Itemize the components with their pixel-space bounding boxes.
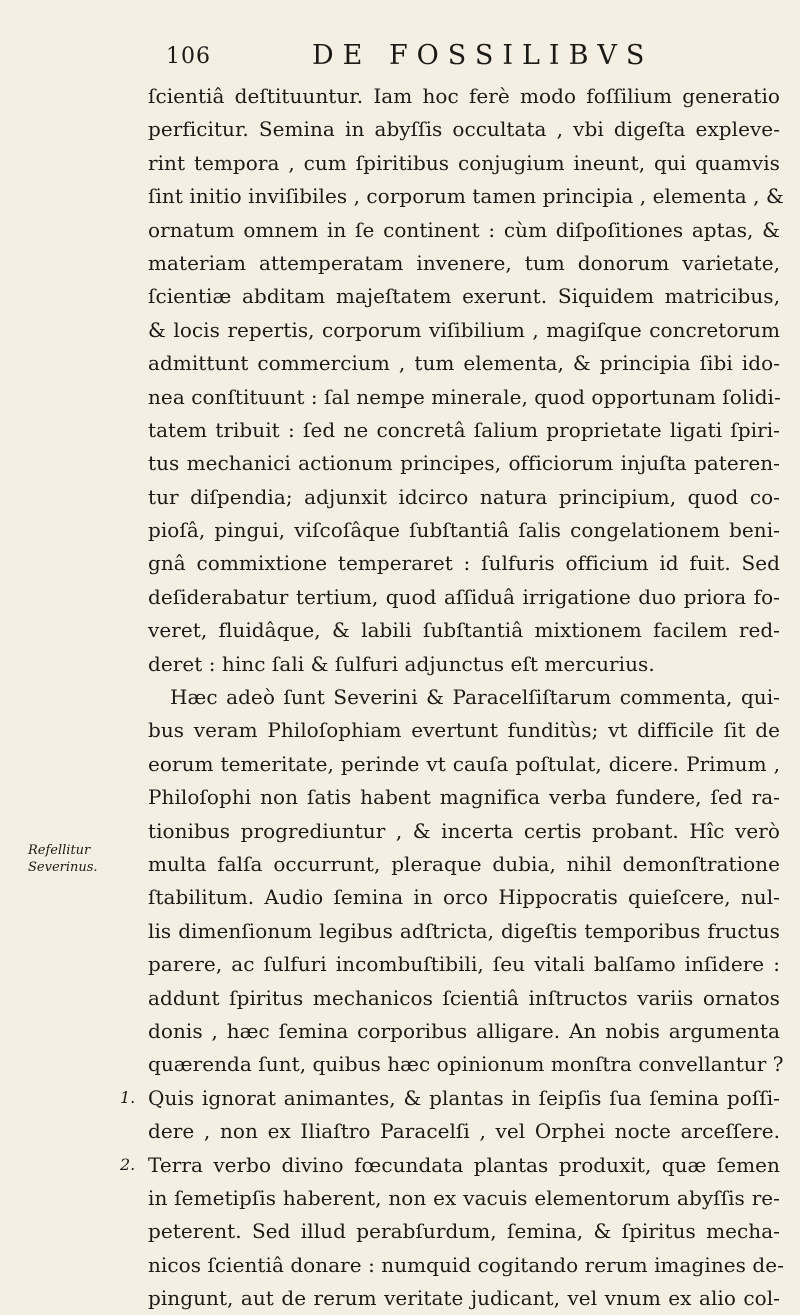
text-line: tatem tribuit : ſed ne concretâ ſalium proprietate ligati ſpiri- [148, 417, 780, 442]
body-text [148, 80, 784, 1315]
text-line: rint tempora , cum ſpiritibus conjugium ineunt, qui quamvis [148, 150, 780, 175]
text-line: multa falſa occurrunt, pleraque dubia, nihil demonſtratione [148, 851, 780, 876]
text-line: Hæc adeò ſunt Severini & Paracelſiſtarum commenta, qui- [170, 685, 780, 710]
page-number: 106 [166, 44, 211, 69]
running-head: DE FOSSILIBVS [312, 40, 654, 71]
text-line: deſiderabatur tertium, quod aſſiduâ irrigatione duo priora fo- [148, 584, 780, 609]
text-line: ornatum omnem in ſe continent : cùm diſpoſitiones aptas, & [148, 217, 780, 242]
text-line: parere, ac ſulfuri incombuſtibili, ſeu vitali balſamo inſidere : [148, 952, 780, 977]
text-line: ſcientiâ deſtituuntur. Iam hoc ferè modo foſſilium generatio [148, 84, 780, 108]
text-line: veret, fluidâque, & labili ſubſtantiâ mixtionem facilem red- [148, 618, 780, 643]
margin-number: 1. [120, 1088, 136, 1107]
text-line: pioſâ, pingui, viſcoſâque ſubſtantiâ ſalis congelationem beni- [148, 518, 780, 543]
text-line: in ſemetipſis haberent, non ex vacuis elementorum abyſſis re- [148, 1185, 780, 1210]
text-line: Philoſophi non ſatis habent magnifica verba fundere, ſed ra- [148, 785, 780, 810]
text-line: pingunt, aut de rerum veritate judicant, vel vnum ex alio col- [148, 1286, 780, 1311]
margin-note-line: Severinus. [28, 860, 98, 876]
text-line: addunt ſpiritus mechanicos ſcientiâ inſtructos variis ornatos [148, 985, 780, 1010]
text-line: tur diſpendia; adjunxit idcirco natura principium, quod co- [148, 484, 780, 509]
margin-note-line: Refellitur [28, 843, 91, 859]
text-line: peterent. Sed illud perabſurdum, ſemina, & ſpiritus mecha- [148, 1219, 780, 1244]
text-line: donis , hæc ſemina corporibus alligare. An nobis argumenta [148, 1018, 780, 1043]
text-line: tus mechanici actionum principes, officiorum injuſta pateren- [148, 451, 780, 476]
text-line: gnâ commixtione temperaret : ſulfuris officium id fuit. Sed [148, 551, 780, 576]
text-line: ſcientiæ abditam majeſtatem exerunt. Siquidem matricibus, [148, 284, 780, 309]
margin-number: 2. [120, 1154, 136, 1174]
text-line: dere , non ex Iliaſtro Paracelſi , vel Orphei nocte arceſſere. [148, 1119, 780, 1144]
text-line: quærenda ſunt, quibus hæc opinionum monſtra convellantur ? [148, 1052, 784, 1077]
text-line: tionibus progrediuntur , & incerta certis probant. Hîc verò [148, 818, 780, 843]
text-line: nicos ſcientiâ donare : numquid cogitando rerum imagines de- [148, 1252, 784, 1277]
text-line: ſtabilitum. Audio ſemina in orco Hippocratis quieſcere, nul- [148, 885, 780, 910]
margin-note [28, 842, 140, 876]
text-line: deret : hinc ſali & ſulfuri adjunctus eſt mercurius. [148, 651, 655, 676]
text-line: & locis repertis, corporum viſibilium , magiſque concretorum [148, 317, 780, 342]
text-line: Terra verbo divino fœcundata plantas produxit, quæ ſemen [148, 1152, 780, 1177]
text-line: ſint initio inviſibiles , corporum tamen principia , elementa , & [148, 184, 784, 209]
text-line: bus veram Philoſophiam evertunt funditùs; vt difficile ſit de [148, 718, 780, 743]
text-line: admittunt commercium , tum elementa, & principia ſibi ido- [148, 351, 780, 376]
text-line: lis dimenſionum legibus adſtricta, digeſtis temporibus fructus [148, 918, 780, 943]
text-line: perficitur. Semina in abyſſis occultata , vbi digeſta expleve- [148, 117, 780, 142]
text-line: Quis ignorat animantes, & plantas in ſeipſis ſua ſemina poſſi- [148, 1085, 780, 1110]
text-line: eorum temeritate, perinde vt cauſa poſtulat, dicere. Primum , [148, 751, 780, 776]
text-line: nea conſtituunt : ſal nempe minerale, quod opportunam ſolidi- [148, 384, 781, 409]
text-line: materiam attemperatam invenere, tum donorum varietate, [148, 250, 780, 275]
